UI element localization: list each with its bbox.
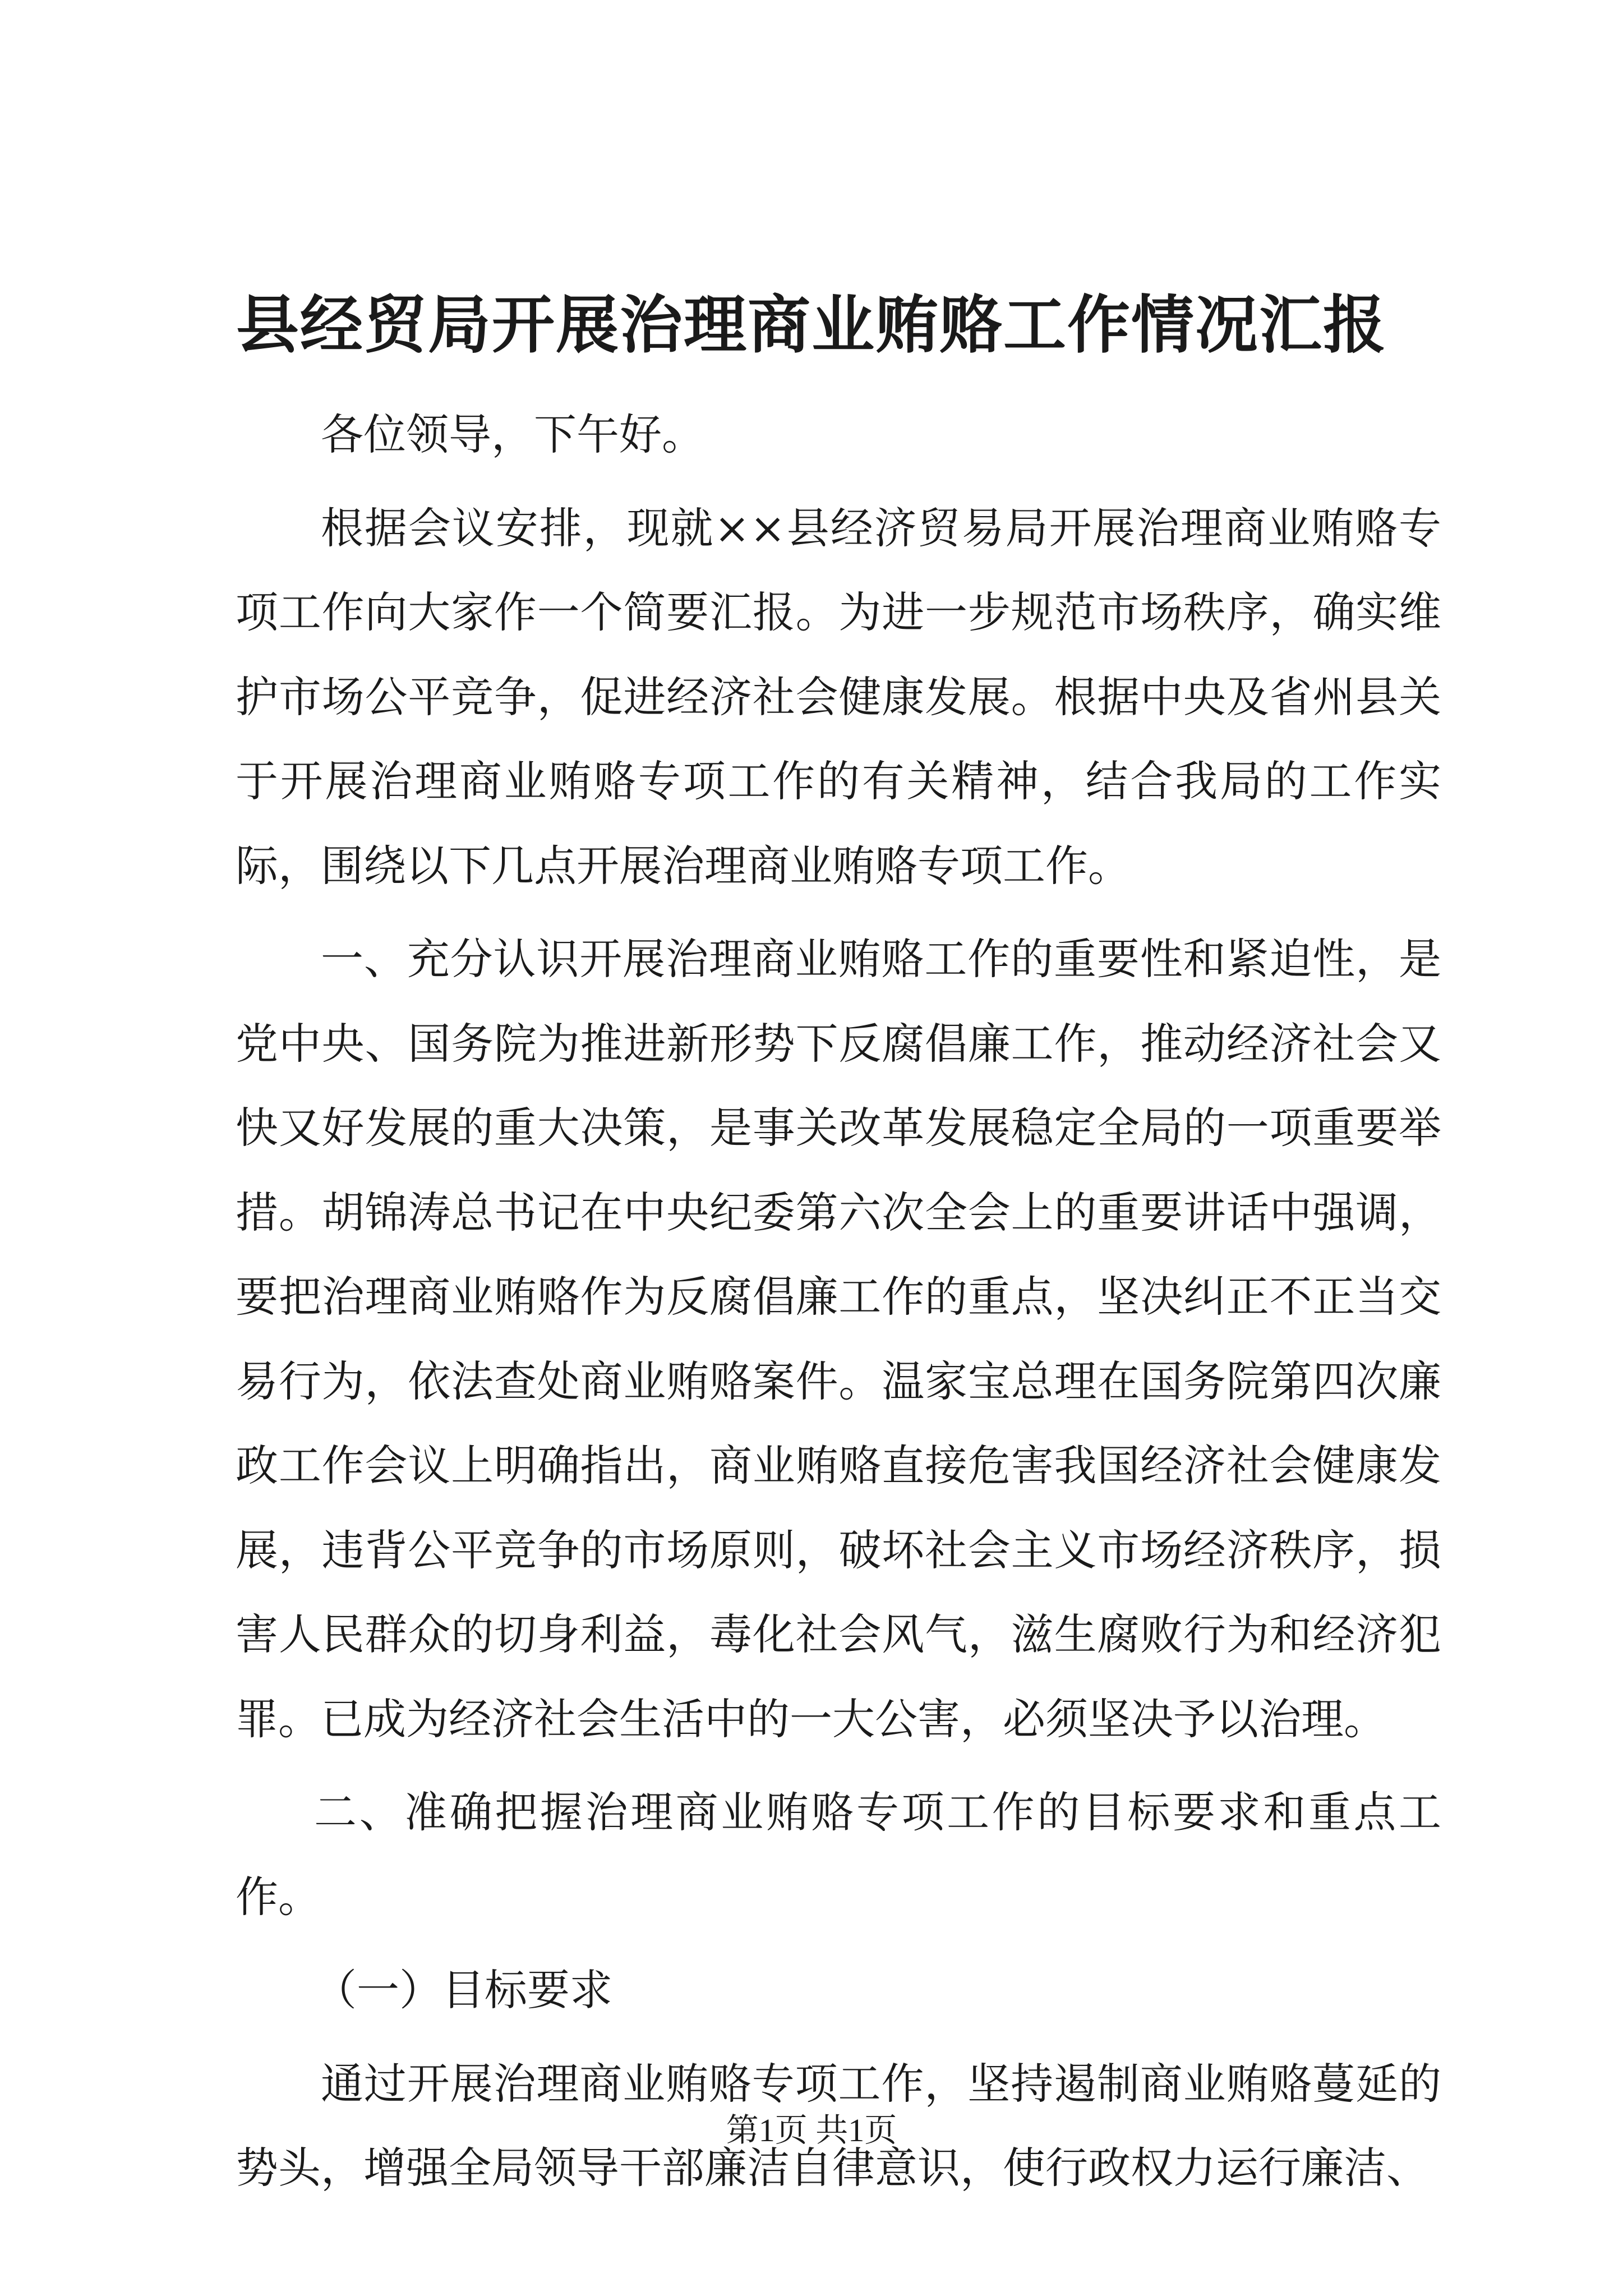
document-title: 县经贸局开展治理商业贿赂工作情况汇报	[236, 288, 1387, 362]
page-footer: 第1页 共1页	[726, 2112, 897, 2148]
paragraph-greeting: 各位领导，下午好。	[321, 409, 704, 459]
paragraph-intro: 根据会议安排，现就××县经济贸易局开展治理商业贿赂专项工作向大家作一个简要汇报。为进一步规范市场秩序，确实维护市场公平竞争，促进经济社会健康发展。根据中央及省州县关于开展治理商业贿赂专项工作的有关精神，结合我局的工作实际，围绕以下几点开展治理商业贿赂专项工作。	[236, 503, 1441, 891]
paragraph-section-one: 一、充分认识开展治理商业贿赂工作的重要性和紧迫性，是党中央、国务院为推进新形势下反腐倡廉工作，推动经济社会又快又好发展的重大决策，是事关改革发展稳定全局的一项重要举措。胡锦涛总书记在中央纪委第六次全会上的重要讲话中强调，要把治理商业贿赂作为反腐倡廉工作的重点，坚决纠正不正当交易行为，依法查处商业贿赂案件。温家宝总理在国务院第四次廉政工作会议上明确指出，商业贿赂直接危害我国经济社会健康发展，违背公平竞争的市场原则，破坏社会主义市场经济秩序，损害人民群众的切身利益，毒化社会风气，滋生腐败行为和经济犯罪。已成为经济社会生活中的一大公害，必须坚决予以治理。	[236, 934, 1441, 1744]
paragraph-subheading-goals: （一）目标要求	[314, 1965, 612, 2015]
paragraph-goals-body: 通过开展治理商业贿赂专项工作，坚持遏制商业贿赂蔓延的势头，增强全局领导干部廉洁自律意识，使行政权力运行廉洁、	[236, 2058, 1441, 2193]
document-body	[236, 393, 1441, 2220]
paragraph-section-two-heading: 二、准确把握治理商业贿赂专项工作的目标要求和重点工作。	[236, 1787, 1441, 1922]
